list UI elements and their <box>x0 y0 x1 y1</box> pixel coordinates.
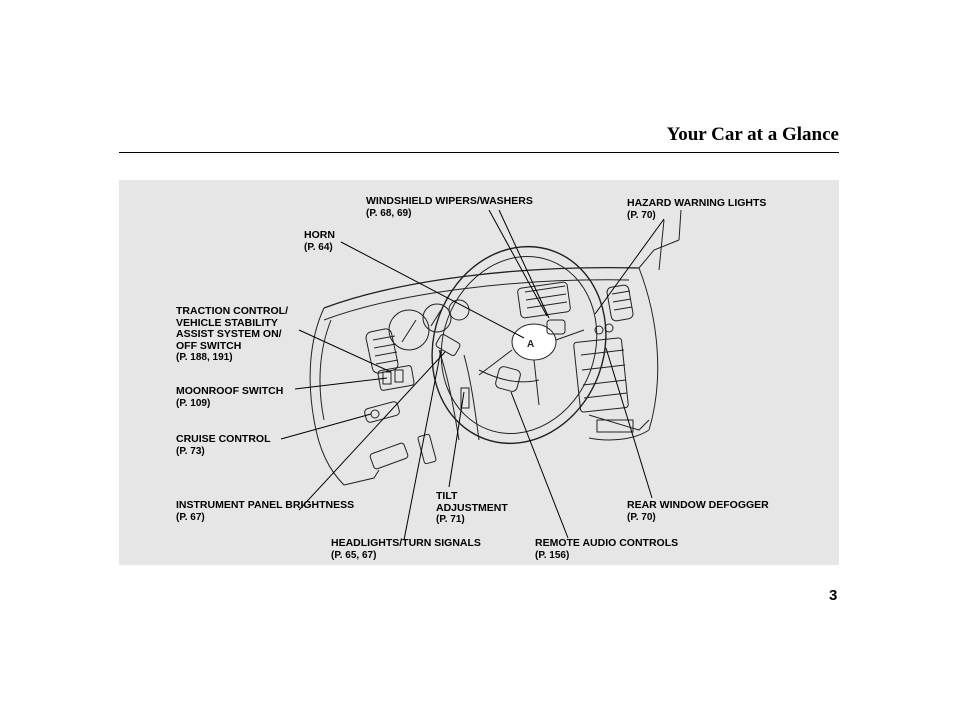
headlights-ref: (P. 65, 67) <box>331 549 377 561</box>
tilt-adjustment-line1: TILT <box>436 490 458 502</box>
rear-defogger-label: REAR WINDOW DEFOGGER <box>627 499 769 511</box>
instrument-brightness-ref: (P. 67) <box>176 511 205 523</box>
horn-label: HORN <box>304 229 335 241</box>
dashboard-diagram-panel <box>119 180 839 565</box>
rear-defogger-callout <box>627 500 769 523</box>
cruise-control-ref: (P. 73) <box>176 445 205 457</box>
moonroof-switch-ref: (P. 109) <box>176 397 211 409</box>
traction-control-ref: (P. 188, 191) <box>176 352 233 363</box>
windshield-wipers-label: WINDSHIELD WIPERS/WASHERS <box>366 195 533 207</box>
title-rule <box>119 152 839 153</box>
headlights-callout <box>331 538 481 561</box>
remote-audio-label: REMOTE AUDIO CONTROLS <box>535 537 679 549</box>
horn-ref: (P. 64) <box>304 241 333 253</box>
rear-defogger-ref: (P. 70) <box>627 511 656 523</box>
moonroof-switch-callout <box>176 386 283 409</box>
hazard-lights-ref: (P. 70) <box>627 209 656 221</box>
traction-control-callout <box>176 306 288 364</box>
cruise-control-label: CRUISE CONTROL <box>176 433 271 445</box>
tilt-adjustment-line2: ADJUSTMENT <box>436 501 508 514</box>
hazard-lights-callout <box>627 198 766 221</box>
remote-audio-callout <box>535 538 678 561</box>
page-title: Your Car at a Glance <box>666 124 839 145</box>
traction-control-line2: VEHICLE STABILITY <box>176 316 278 329</box>
windshield-wipers-ref: (P. 68, 69) <box>366 207 412 219</box>
headlights-label: HEADLIGHTS/TURN SIGNALS <box>331 537 481 549</box>
instrument-brightness-callout <box>176 500 354 523</box>
svg-text:A: A <box>527 339 535 350</box>
instrument-brightness-label: INSTRUMENT PANEL BRIGHTNESS <box>176 499 355 511</box>
windshield-wipers-callout <box>366 196 533 219</box>
page-number: 3 <box>829 587 838 604</box>
remote-audio-ref: (P. 156) <box>535 549 570 561</box>
tilt-adjustment-callout <box>436 491 508 526</box>
traction-control-line4: OFF SWITCH <box>176 339 242 352</box>
moonroof-switch-label: MOONROOF SWITCH <box>176 385 284 397</box>
traction-control-line1: TRACTION CONTROL/ <box>176 305 288 317</box>
horn-callout <box>304 230 335 253</box>
traction-control-line3: ASSIST SYSTEM ON/ <box>176 328 282 340</box>
tilt-adjustment-ref: (P. 71) <box>436 514 465 525</box>
hazard-lights-label: HAZARD WARNING LIGHTS <box>627 197 767 209</box>
cruise-control-callout <box>176 434 271 457</box>
